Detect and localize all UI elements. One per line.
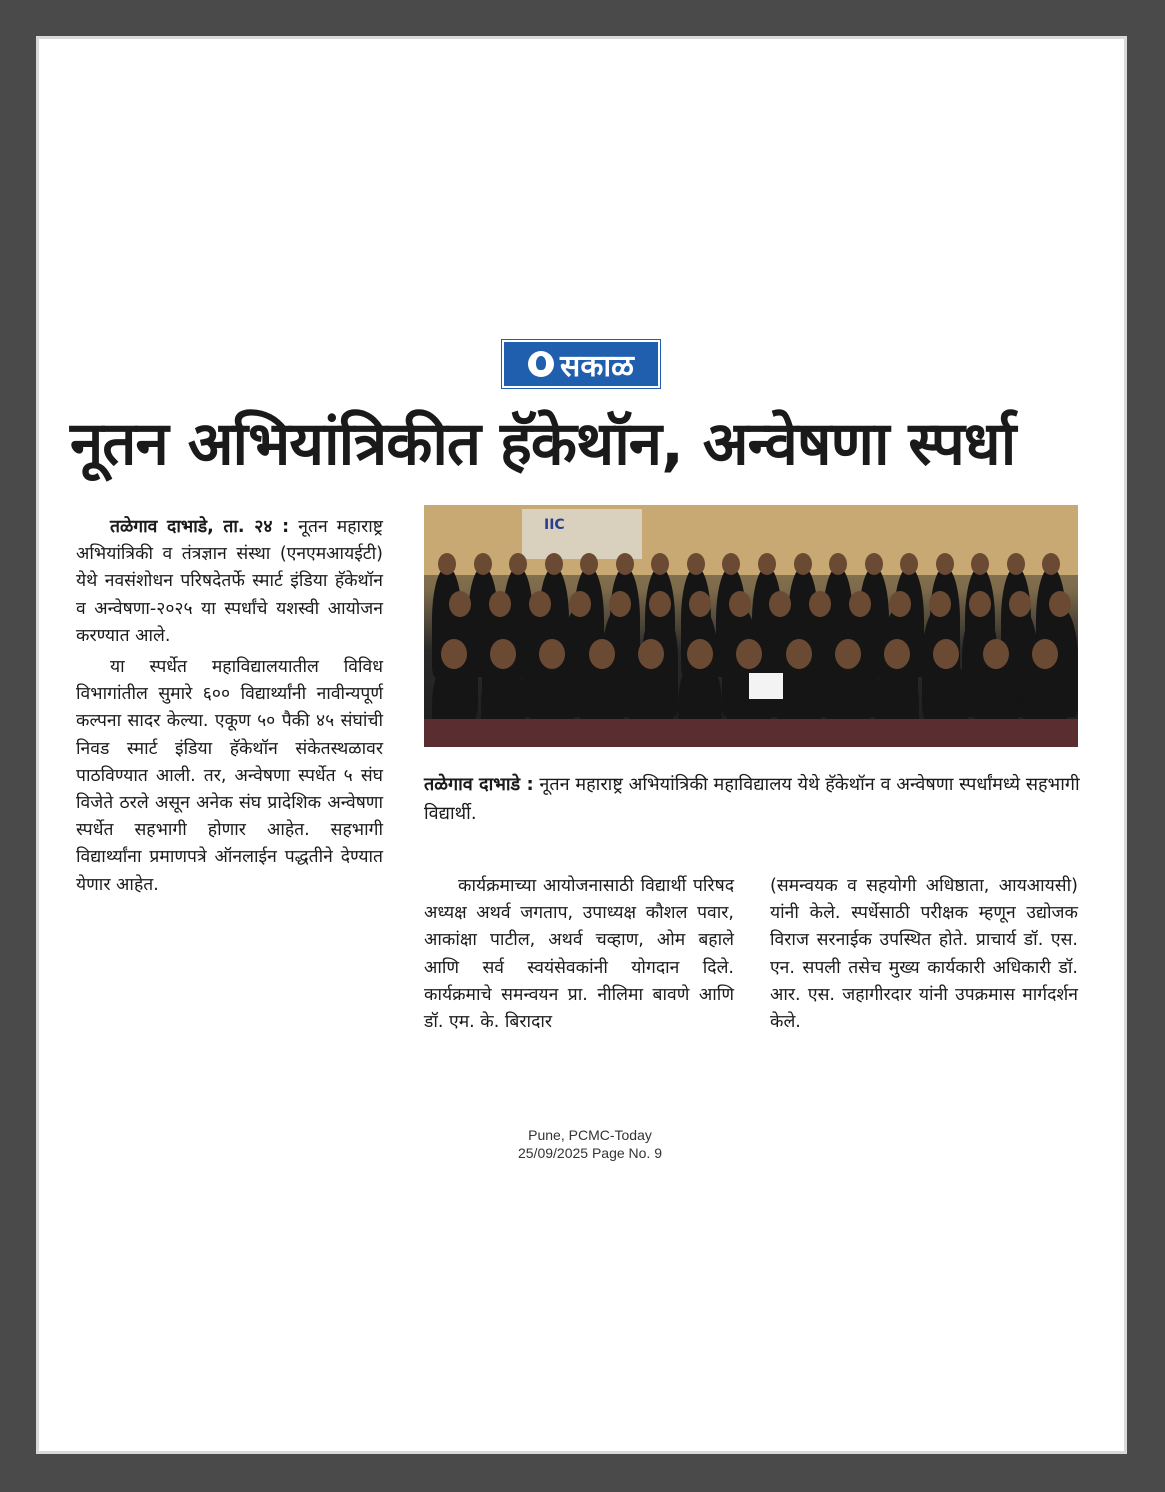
paragraph-1 (76, 514, 383, 650)
masthead-name: सकाळ (560, 348, 634, 384)
footer-date-page: 25/09/2025 Page No. 9 (517, 1145, 662, 1161)
article-left-column (76, 514, 383, 899)
paragraph-4: (समन्वयक व सहयोगी अधिष्ठाता, आयआयसी) यांनी केले. स्पर्धेसाठी परीक्षक म्हणून उद्योजक विराज सरनाईक उपस्थित होते. प्राचार्य डॉ. एस. एन. सपली तसेच मुख्य कार्यकारी अधिकारी डॉ. आर. एस. जहागीरदार यांनी उपक्रमास मार्गदर्शन केले. (770, 876, 1078, 1033)
group-photo (424, 505, 1078, 747)
certificate (749, 673, 783, 699)
caption-text: नूतन महाराष्ट्र अभियांत्रिकी महाविद्यालय येथे हॅकेथॉन व अन्वेषणा स्पर्धांमध्ये सहभागी विद्यार्थी. (424, 774, 1080, 824)
sakal-logo-icon (528, 351, 554, 377)
source-footer (470, 1126, 710, 1162)
article-right-column (770, 873, 1078, 1036)
screen-label: IIC (544, 517, 565, 533)
article-headline: नूतन अभियांत्रिकीत हॅकेथॉन, अन्वेषणा स्पर्धा (70, 409, 1016, 479)
paragraph-2: या स्पर्धेत महाविद्यालयातील विविध विभागांतील सुमारे ६०० विद्यार्थ्यांनी नावीन्यपूर्ण कल्पना सादर केल्या. एकूण ५० पैकी ४५ संघांची निवड स्मार्ट इंडिया हॅकेथॉन संकेतस्थळावर पाठविण्यात आली. तर, अन्वेषणा स्पर्धेत ५ संघ विजेते ठरले असून अनेक संघ प्रादेशिक अन्वेषणा स्पर्धेत सहभागी होणार आहेत. सहभागी विद्यार्थ्यांना प्रमाणपत्रे ऑनलाईन पद्धतीने देण्यात येणार आहेत. (76, 657, 383, 895)
caption-place: तळेगाव दाभाडे : (424, 774, 534, 795)
article-middle-column (424, 873, 734, 1036)
dateline: तळेगाव दाभाडे, ता. २४ : (110, 517, 290, 537)
photo-caption (424, 770, 1080, 828)
footer-edition: Pune, PCMC-Today (528, 1127, 652, 1143)
paragraph-3: कार्यक्रमाच्या आयोजनासाठी विद्यार्थी परिषद अध्यक्ष अथर्व जगताप, उपाध्यक्ष कौशल पवार, आकांक्षा पाटील, अथर्व चव्हाण, ओम बहाले आणि सर्व स्वयंसेवकांनी योगदान दिले. कार्यक्रमाचे समन्वयन प्रा. नीलिमा बावणे आणि डॉ. एम. के. बिरादार (424, 876, 734, 1033)
paragraph-1-text: नूतन महाराष्ट्र अभियांत्रिकी व तंत्रज्ञान संस्था (एनएमआयईटी) येथे नवसंशोधन परिषदेतर्फे स्मार्ट इंडिया हॅकेथॉन व अन्वेषणा-२०२५ या स्पर्धांचे यशस्वी आयोजन करण्यात आले. (76, 517, 383, 646)
newspaper-masthead (502, 340, 660, 388)
